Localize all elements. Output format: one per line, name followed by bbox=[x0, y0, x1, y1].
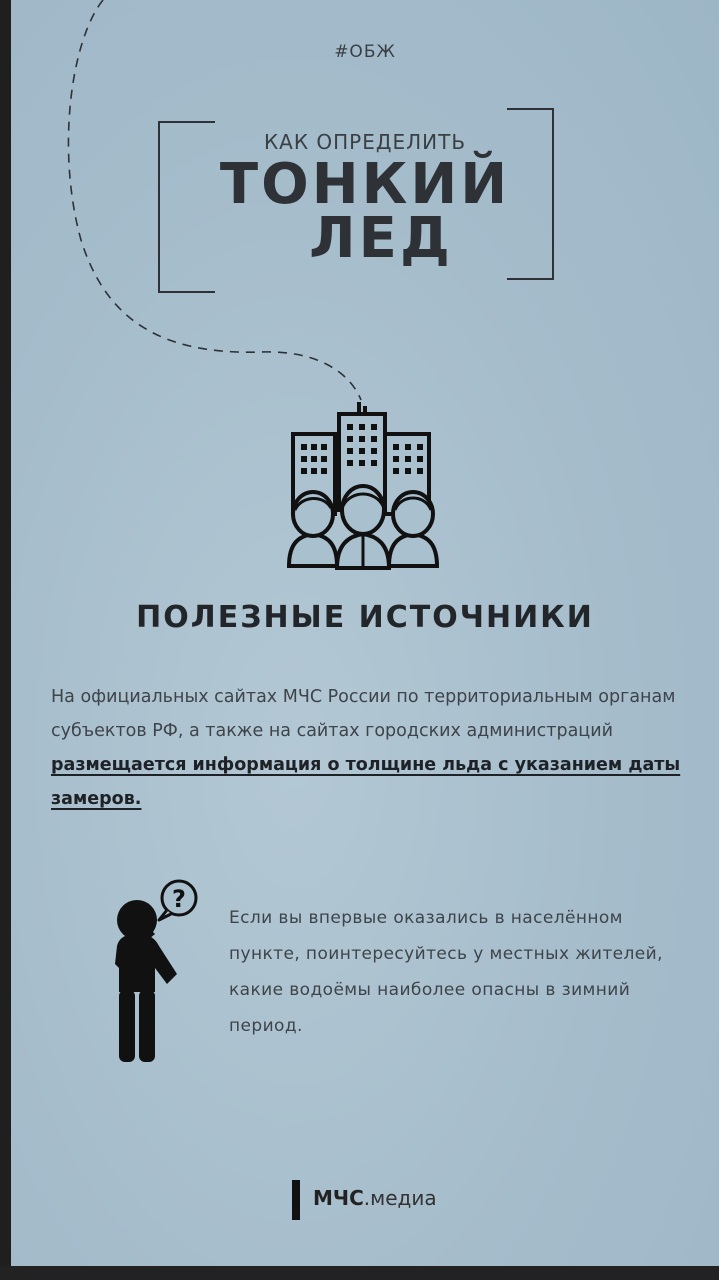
title-kicker: КАК ОПРЕДЕЛИТЬ bbox=[263, 130, 467, 154]
story-card bbox=[11, 0, 719, 1266]
title-line-2: ЛЕД bbox=[309, 206, 453, 271]
section-heading: ПОЛЕЗНЫЕ ИСТОЧНИКИ bbox=[136, 600, 594, 635]
logo-light: .медиа bbox=[363, 1186, 437, 1210]
bottom-strip bbox=[0, 1266, 719, 1280]
tip-paragraph: Если вы впервые оказались в населённом пункте, поинтересуйтесь у местных жителей, какие водоёмы наиболее опасны в зимний период. bbox=[229, 908, 663, 1036]
svg-text:?: ? bbox=[172, 885, 186, 913]
logo-bar bbox=[292, 1180, 300, 1220]
paragraph-emphasis: размещается информация о толщине льда с указанием даты замеров. bbox=[51, 755, 681, 809]
sources-paragraph bbox=[51, 680, 691, 816]
buildings-people-icon bbox=[273, 398, 453, 570]
paragraph-text: На официальных сайтах МЧС России по территориальным органам субъектов РФ, а также на сайтах городских администраций bbox=[51, 687, 676, 741]
hashtag-label: #ОБЖ bbox=[334, 42, 396, 62]
person-question-icon bbox=[99, 872, 211, 1068]
title-line-1: ТОНКИЙ bbox=[219, 152, 511, 217]
mchs-media-logo[interactable] bbox=[313, 1186, 437, 1210]
logo-bold: МЧС bbox=[313, 1186, 364, 1210]
